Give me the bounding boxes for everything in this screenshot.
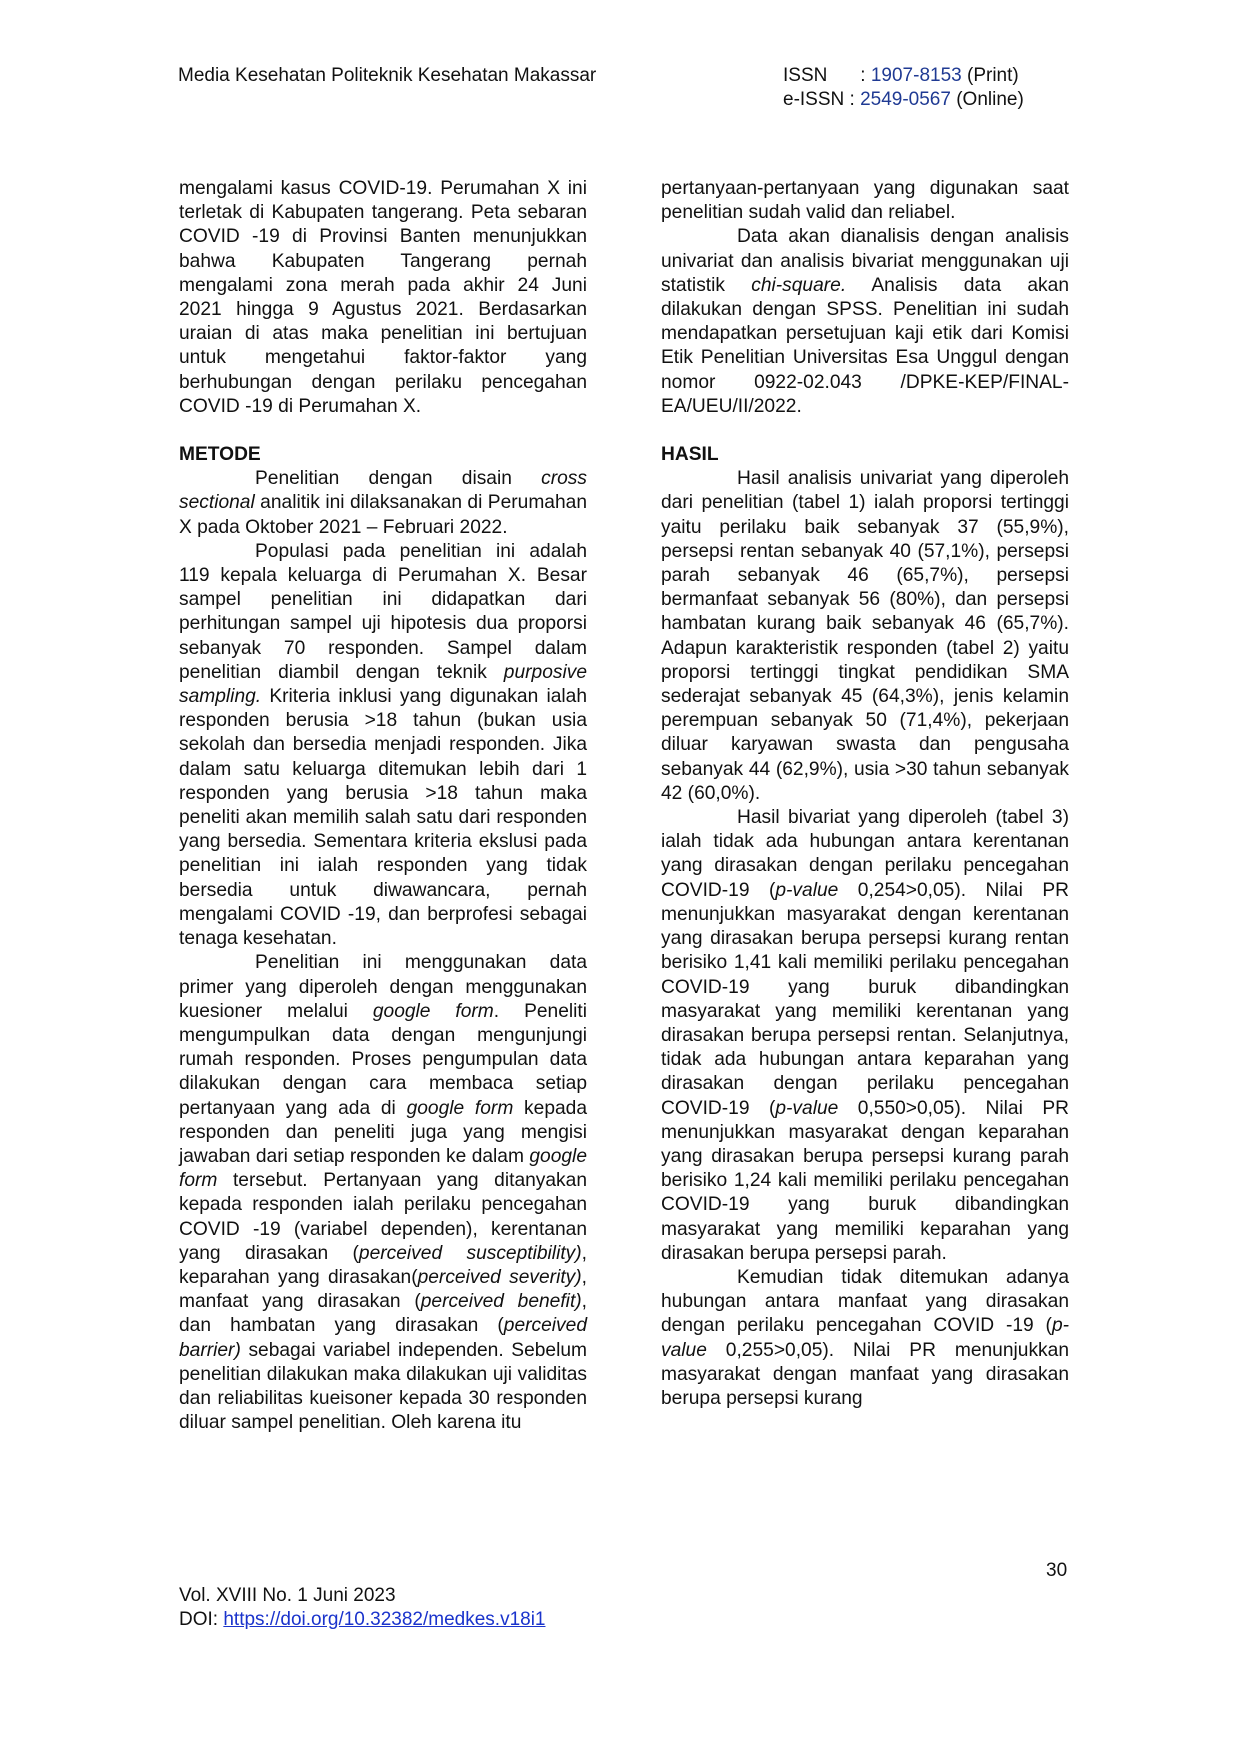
volume-info: Vol. XVIII No. 1 Juni 2023 xyxy=(179,1585,396,1606)
issn-sep: : xyxy=(855,65,871,86)
doi-link[interactable]: https://doi.org/10.32382/medkes.v18i1 xyxy=(223,1609,546,1630)
issn-label: ISSN xyxy=(783,65,828,86)
left-column xyxy=(179,177,587,1435)
metode-paragraph-2: Populasi pada penelitian ini adalah 119 kepala keluarga di Perumahan X. Besar sampel penelitian ini didapatkan dari perhitungan sampel uji hipotesis dua proporsi sebanyak 70 responden. Sampel dalam penelitian diambil dengan teknik purposive sampling. Kriteria inklusi yang digunakan ialah responden berusia >18 tahun (bukan usia sekolah dan bersedia menjadi responden. Jika dalam satu keluarga ditemukan lebih dari 1 responden yang berusia >18 tahun maka peneliti akan memilih salah satu dari responden yang bersedia. Sementara kriteria ekslusi pada penelitian ini ialah responden yang tidak bersedia untuk diwawancara, pernah mengalami COVID -19, dan berprofesi sebagai tenaga kesehatan. xyxy=(179,540,587,950)
issn-block xyxy=(783,64,1024,112)
issn-number: 1907-8153 xyxy=(870,65,962,86)
continued-paragraph: pertanyaan-pertanyaan yang digunakan saat penelitian sudah valid dan reliabel. xyxy=(661,178,1069,224)
right-column xyxy=(661,177,1069,1411)
section-heading-metode: METODE xyxy=(179,444,261,466)
spacer xyxy=(661,419,1069,443)
doi-line xyxy=(179,1608,546,1632)
eissn-label: e-ISSN : xyxy=(783,89,861,110)
page-number: 30 xyxy=(1046,1560,1068,1581)
metode-paragraph-3: Penelitian ini menggunakan data primer yang diperoleh dengan menggunakan kuesioner melalui google form. Peneliti mengumpulkan data dengan mengunjungi rumah responden. Proses pengumpulan data dilakukan dengan cara membaca setiap pertanyaan yang ada di google form kepada responden dan peneliti juga yang mengisi jawaban dari setiap responden ke dalam google form tersebut. Pertanyaan yang ditanyakan kepada responden ialah perilaku pencegahan COVID -19 (variabel dependen), kerentanan yang dirasakan (perceived susceptibility), keparahan yang dirasakan(perceived severity), manfaat yang dirasakan (perceived benefit), dan hambatan yang dirasakan (perceived barrier) sebagai variabel independen. Sebelum penelitian dilakukan maka dilakukan uji validitas dan reliabilitas kueisoner kepada 30 responden diluar sampel penelitian. Oleh karena itu xyxy=(179,952,588,1434)
eissn-suffix: (Online) xyxy=(950,89,1024,110)
spacer xyxy=(179,419,587,443)
journal-title: Media Kesehatan Politeknik Kesehatan Makassar xyxy=(178,65,597,86)
hasil-paragraph-2: Hasil bivariat yang diperoleh (tabel 3) ialah tidak ada hubungan antara kerentanan yang dirasakan dengan perilaku pencegahan COVID-19 (p-value 0,254>0,05). Nilai PR menunjukkan masyarakat dengan kerentanan yang dirasakan berupa persepsi kurang rentan berisiko 1,41 kali memiliki perilaku pencegahan COVID-19 yang buruk dibandingkan masyarakat yang memiliki kerentanan yang dirasakan berupa persepsi rentan. Selanjutnya, tidak ada hubungan antara keparahan yang dirasakan dengan perilaku pencegahan COVID-19 (p-value 0,550>0,05). Nilai PR menunjukkan masyarakat dengan keparahan yang dirasakan berupa persepsi kurang parah berisiko 1,24 kali memiliki perilaku pencegahan COVID-19 yang buruk dibandingkan masyarakat yang memiliki keparahan yang dirasakan berupa persepsi parah. xyxy=(661,807,1069,1264)
footer xyxy=(179,1584,546,1632)
intro-paragraph: mengalami kasus COVID-19. Perumahan X ini terletak di Kabupaten tangerang. Peta sebaran COVID -19 di Provinsi Banten menunjukkan bahwa Kabupaten Tangerang pernah mengalami zona merah pada akhir 24 Juni 2021 hingga 9 Agustus 2021. Berdasarkan uraian di atas maka penelitian ini bertujuan untuk mengetahui faktor-faktor yang berhubungan dengan perilaku pencegahan COVID -19 di Perumahan X. xyxy=(179,178,587,417)
issn-suffix: (Print) xyxy=(961,65,1019,86)
issn-online xyxy=(783,88,1024,112)
issn-print xyxy=(783,64,1024,88)
doi-label: DOI: xyxy=(179,1609,224,1630)
hasil-paragraph-3: Kemudian tidak ditemukan adanya hubungan antara manfaat yang dirasakan dengan perilaku pencegahan COVID -19 (p-value 0,255>0,05). Nilai PR menunjukkan masyarakat dengan manfaat yang dirasakan berupa persepsi kurang xyxy=(661,1266,1069,1409)
hasil-paragraph-1: Hasil analisis univariat yang diperoleh dari penelitian (tabel 1) ialah proporsi tertinggi yaitu perilaku baik sebanyak 37 (55,9%), persepsi rentan sebanyak 40 (57,1%), persepsi parah sebanyak 46 (65,7%), persepsi bermanfaat sebanyak 56 (80%), dan persepsi hambatan kurang baik sebanyak 46 (65,7%). Adapun karakteristik responden (tabel 2) yaitu proporsi tertinggi tingkat pendidikan SMA sederajat sebanyak 45 (64,3%), jenis kelamin perempuan sebanyak 50 (71,4%), pekerjaan diluar karyawan swasta dan pengusaha sebanyak 44 (62,9%), usia >30 tahun sebanyak 42 (60,0%). xyxy=(661,468,1069,804)
section-heading-hasil: HASIL xyxy=(661,444,719,466)
analysis-paragraph: Data akan dianalisis dengan analisis univariat dan analisis bivariat menggunakan uji statistik chi-square. Analisis data akan dilakukan dengan SPSS. Penelitian ini sudah mendapatkan persetujuan kaji etik dari Komisi Etik Penelitian Universitas Esa Unggul dengan nomor 0922-02.043 /DPKE-KEP/FINAL-EA/UEU/II/2022. xyxy=(661,226,1069,417)
eissn-number: 2549-0567 xyxy=(860,89,951,110)
metode-paragraph-1: Penelitian dengan disain cross sectional analitik ini dilaksanakan di Perumahan X pada Oktober 2021 – Februari 2022. xyxy=(179,468,587,538)
